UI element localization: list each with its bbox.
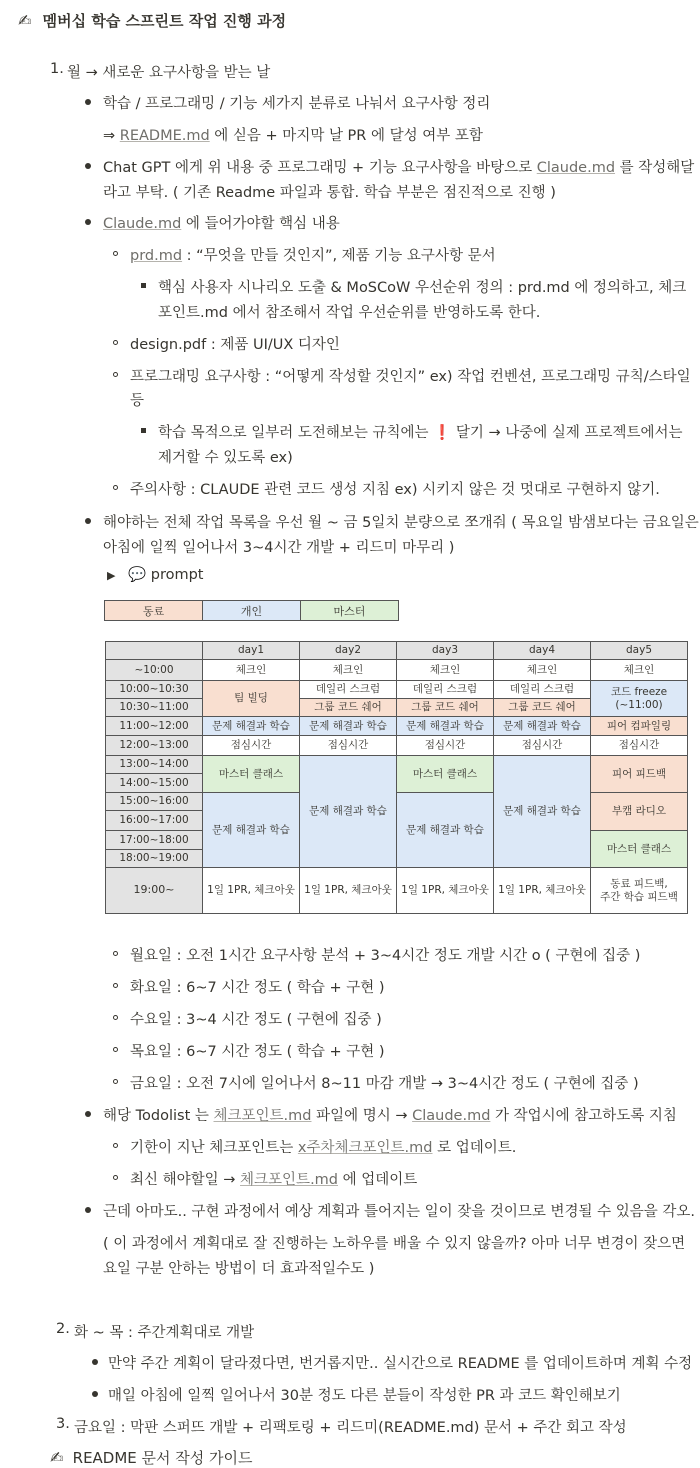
table-cell: 문제 해결과 학습	[397, 793, 494, 868]
bullet	[92, 1359, 98, 1365]
square-bullet	[141, 283, 146, 288]
claude-md-link[interactable]: Claude.md	[536, 160, 616, 176]
bullet	[85, 99, 91, 105]
list-item: 매일 아침에 일찍 일어나서 30분 정도 다른 분들이 작성한 PR 과 코드 확인해보기	[108, 1388, 621, 1404]
legend-table	[104, 600, 399, 621]
bullet	[85, 1207, 91, 1213]
time-cell: 10:30~11:00	[106, 699, 203, 717]
list-item: 기한이 지난 체크포인트는 x주차체크포인트.md 로 업데이트.	[130, 1140, 517, 1156]
time-cell: 10:00~10:30	[106, 681, 203, 699]
table-cell: 문제 해결과 학습	[300, 717, 397, 736]
page-title-row	[18, 10, 286, 31]
table-cell: 그룹 코드 쉐어	[494, 699, 591, 717]
circle-bullet	[113, 1143, 118, 1148]
day-header: day1	[203, 642, 300, 660]
bullet	[85, 163, 91, 169]
list-item: 화요일 : 6~7 시간 정도 ( 학습 + 구현 )	[130, 980, 385, 996]
writing-hand-icon: ✍	[50, 1448, 64, 1467]
prd-md-link[interactable]: prd.md	[130, 248, 183, 264]
circle-bullet	[113, 485, 118, 490]
readme-guide-heading: ✍ README 문서 작성 가이드	[50, 1448, 253, 1467]
claude-md-link[interactable]: Claude.md	[412, 1108, 491, 1124]
time-cell: 13:00~14:00	[106, 756, 203, 774]
table-cell: 점심시간	[591, 736, 688, 756]
table-cell: 체크인	[300, 660, 397, 681]
table-cell: 마스터 클래스	[397, 756, 494, 793]
circle-bullet	[113, 251, 118, 256]
bullet	[85, 219, 91, 225]
table-cell: 체크인	[203, 660, 300, 681]
legend-master: 마스터	[301, 601, 399, 621]
circle-bullet	[113, 372, 118, 377]
table-cell: 그룹 코드 쉐어	[397, 699, 494, 717]
list-item: ( 이 과정에서 계획대로 잘 진행하는 노하우를 배울 수 있지 않을까? 아마 너무 변경이 잦으면	[103, 1236, 686, 1252]
legend-personal: 개인	[203, 601, 301, 621]
circle-bullet	[113, 951, 118, 956]
table-cell: 그룹 코드 쉐어	[300, 699, 397, 717]
checkpoint-md-link[interactable]: 체크포인트.md	[213, 1108, 312, 1124]
circle-bullet	[113, 340, 118, 345]
weekly-checkpoint-link[interactable]: x주차체크포인트.md	[297, 1140, 433, 1156]
checkpoint-md-link[interactable]: 체크포인트.md	[240, 1172, 339, 1188]
prompt-toggle[interactable]	[107, 566, 203, 583]
list-item: 금요일 : 막판 스퍼뜨 개발 + 리팩토링 + 리드미(README.md) 문서 + 주간 회고 작성	[74, 1420, 627, 1436]
list-number: 2.	[56, 1321, 70, 1337]
list-item: 학습 / 프로그래밍 / 기능 세가지 분류로 나눠서 요구사항 정리	[103, 96, 491, 112]
table-cell: 1일 1PR, 체크아웃	[203, 868, 300, 914]
table-cell: 체크인	[397, 660, 494, 681]
list-item: 만약 주간 계획이 달라졌다면, 번거롭지만.. 실시간으로 README 를 업데이트하며 계획 수정	[108, 1356, 693, 1372]
list-item: ⇒ README.md 에 싣음 + 마지막 날 PR 에 달성 여부 포함	[103, 128, 483, 144]
table-cell: 점심시간	[300, 736, 397, 756]
table-cell: 문제 해결과 학습	[397, 717, 494, 736]
list-item: 금요일 : 오전 7시에 일어나서 8~11 마감 개발 → 3~4시간 정도 ( 구현에 집중 )	[130, 1076, 639, 1092]
day-header: day3	[397, 642, 494, 660]
circle-bullet	[113, 1047, 118, 1052]
list-item: 아침에 일찍 일어나서 3~4시간 개발 + 리드미 마무리 )	[103, 540, 455, 556]
list-item: 프로그래밍 요구사항 : “어떻게 작성할 것인지” ex) 작업 컨벤션, 프로그래밍 규칙/스타일	[130, 369, 691, 385]
claude-md-link[interactable]: Claude.md	[103, 216, 182, 232]
legend-peer: 동료	[105, 601, 203, 621]
table-cell: 마스터 클래스	[203, 756, 300, 793]
time-cell: 11:00~12:00	[106, 717, 203, 736]
bullet	[92, 1391, 98, 1397]
list-item: 주의사항 : CLAUDE 관련 코드 생성 지침 ex) 시키지 않은 것 멋대로 구현하지 않기.	[130, 482, 660, 498]
list-number: 3.	[56, 1416, 70, 1432]
list-item: 학습 목적으로 일부러 도전해보는 규칙에는 ❗ 달기 → 나중에 실제 프로젝트에서는	[158, 425, 683, 441]
bullet	[85, 518, 91, 524]
table-cell: 점심시간	[203, 736, 300, 756]
exclamation-icon: ❗	[433, 425, 452, 441]
list-item: 라고 부탁. ( 기존 Readme 파일과 통합. 학습 부분은 점진적으로 진행 )	[103, 185, 556, 201]
list-item: 근데 아마도.. 구현 과정에서 예상 계획과 틀어지는 일이 잦을 것이므로 변경될 수 있음을 각오.	[103, 1204, 696, 1220]
toggle-label: prompt	[150, 567, 204, 583]
table-cell: 마스터 클래스	[591, 831, 688, 868]
list-item: prd.md : “무엇을 만들 것인지”, 제품 기능 요구사항 문서	[130, 248, 496, 264]
table-cell: 데일리 스크럼	[300, 681, 397, 699]
square-bullet	[141, 428, 146, 433]
circle-bullet	[113, 1015, 118, 1020]
table-cell: 1일 1PR, 체크아웃	[397, 868, 494, 914]
time-cell: 12:00~13:00	[106, 736, 203, 756]
table-cell: 부캠 라디오	[591, 793, 688, 831]
table-cell: 동료 피드백, 주간 학습 피드백	[591, 868, 688, 914]
table-cell: 데일리 스크럼	[397, 681, 494, 699]
table-cell: 피어 피드백	[591, 756, 688, 793]
list-item: 제거할 수 있도록 ex)	[158, 450, 293, 466]
time-cell: 14:00~15:00	[106, 774, 203, 793]
list-item: 요일 구분 안하는 방법이 더 효과적일수도 )	[103, 1261, 375, 1277]
day-header: day4	[494, 642, 591, 660]
list-item: 목요일 : 6~7 시간 정도 ( 학습 + 구현 )	[130, 1044, 385, 1060]
list-item: Claude.md 에 들어가야할 핵심 내용	[103, 216, 340, 232]
day-header: day5	[591, 642, 688, 660]
table-cell: 점심시간	[494, 736, 591, 756]
time-cell: 18:00~19:00	[106, 850, 203, 868]
list-item: 포인트.md 에서 참조해서 작업 우선순위를 반영하도록 한다.	[158, 305, 541, 321]
table-cell: 체크인	[494, 660, 591, 681]
list-item: Chat GPT 에게 위 내용 중 프로그래밍 + 기능 요구사항을 바탕으로 Claude.md 를 작성해달	[103, 160, 695, 176]
triangle-right-icon[interactable]: ▶	[107, 569, 116, 582]
circle-bullet	[113, 1175, 118, 1180]
list-item: 최신 해야할일 → 체크포인트.md 에 업데이트	[130, 1172, 418, 1188]
circle-bullet	[113, 1079, 118, 1084]
time-cell: 15:00~16:00	[106, 793, 203, 811]
table-cell: 문제 해결과 학습	[300, 756, 397, 868]
list-item: 해당 Todolist 는 체크포인트.md 파일에 명시 → Claude.md 가 작업시에 참고하도록 지침	[103, 1108, 677, 1124]
list-item: design.pdf : 제품 UI/UX 디자인	[130, 337, 340, 353]
table-cell: 피어 컴파일링	[591, 717, 688, 736]
time-cell: 16:00~17:00	[106, 811, 203, 831]
table-cell: 문제 해결과 학습	[494, 756, 591, 868]
circle-bullet	[113, 983, 118, 988]
table-corner	[106, 642, 203, 660]
table-cell: 문제 해결과 학습	[203, 717, 300, 736]
table-cell: 문제 해결과 학습	[203, 793, 300, 868]
list-item: 등	[130, 393, 145, 409]
time-cell: 17:00~18:00	[106, 831, 203, 850]
list-item: 월요일 : 오전 1시간 요구사항 분석 + 3~4시간 정도 개발 시간 o ( 구현에 집중 )	[130, 948, 641, 964]
time-cell: 19:00~	[106, 868, 203, 914]
time-cell: ~10:00	[106, 660, 203, 681]
table-cell: 팀 빌딩	[203, 681, 300, 717]
speech-bubble-icon: 💬	[128, 567, 147, 583]
table-cell: 데일리 스크럼	[494, 681, 591, 699]
table-cell: 1일 1PR, 체크아웃	[494, 868, 591, 914]
page-title: 멤버십 학습 스프린트 작업 진행 과정	[42, 12, 287, 30]
table-cell: 체크인	[591, 660, 688, 681]
list-item: 화 ~ 목 : 주간계획대로 개발	[74, 1325, 255, 1341]
list-item: 핵심 사용자 시나리오 도출 & MoSCoW 우선순위 정의 : prd.md 에 정의하고, 체크	[158, 280, 687, 296]
writing-hand-icon: ✍	[18, 11, 32, 30]
readme-link[interactable]: README.md	[119, 128, 210, 144]
table-cell: 1일 1PR, 체크아웃	[300, 868, 397, 914]
list-number: 1.	[50, 61, 64, 77]
list-item: 월 → 새로운 요구사항을 받는 날	[67, 65, 271, 81]
bullet	[85, 1111, 91, 1117]
list-item: 수요일 : 3~4 시간 정도 ( 구현에 집중 )	[130, 1012, 382, 1028]
list-item: 해야하는 전체 작업 목록을 우선 월 ~ 금 5일치 분량으로 쪼개줘 ( 목요일 밤샘보다는 금요일은	[103, 515, 699, 531]
day-header: day2	[300, 642, 397, 660]
table-cell: 문제 해결과 학습	[494, 717, 591, 736]
schedule-table	[105, 641, 688, 914]
table-cell: 코드 freeze (~11:00)	[591, 681, 688, 717]
table-cell: 점심시간	[397, 736, 494, 756]
